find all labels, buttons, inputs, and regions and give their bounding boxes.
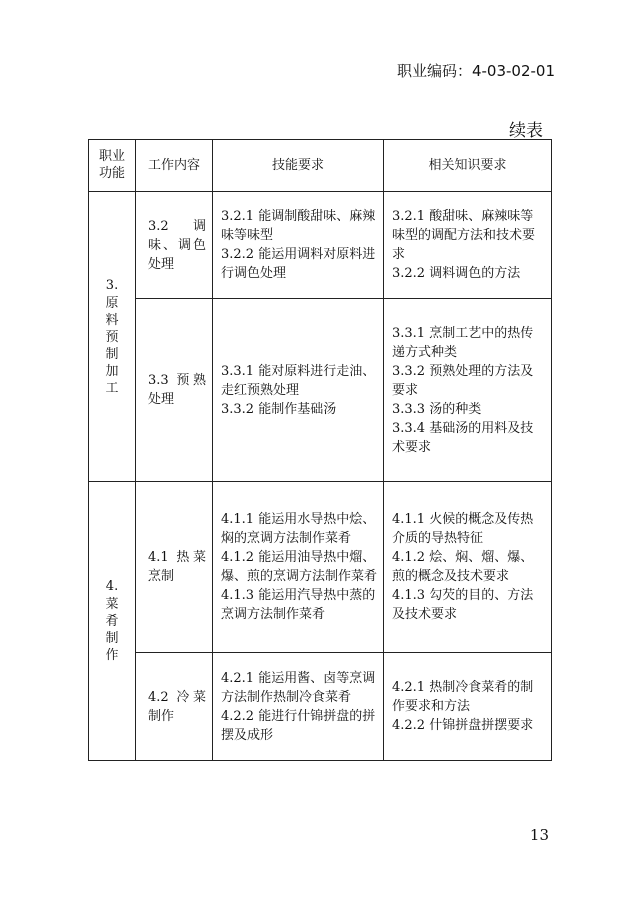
table-row [89, 299, 552, 482]
table-row [89, 482, 552, 653]
header-content: 工作内容 [136, 140, 213, 192]
skills-cell: 3.3.1 能对原料进行走油、走红预熟处理 3.3.2 能制作基础汤 [213, 299, 384, 482]
content-cell: 3.2 调味、调色处理 [136, 192, 213, 299]
knowledge-cell: 4.2.1 热制冷食菜肴的制作要求和方法 4.2.2 什锦拼盘拼摆要求 [384, 653, 552, 761]
table-row [89, 192, 552, 299]
table-row [89, 653, 552, 761]
knowledge-cell: 4.1.1 火候的概念及传热介质的导热特征 4.1.2 烩、焖、熘、爆、煎的概念及技术要求 4.1.3 勾芡的目的、方法及技术要求 [384, 482, 552, 653]
occupation-code: 职业编码：4-03-02-01 [396, 62, 555, 80]
area-number: 3. [105, 277, 119, 293]
skills-cell: 3.2.1 能调制酸甜味、麻辣味等味型 3.2.2 能运用调料对原料进行调色处理 [213, 192, 384, 299]
content-cell: 4.2 冷菜制作 [136, 653, 213, 761]
content-cell: 4.1 热菜烹制 [136, 482, 213, 653]
header-knowledge: 相关知识要求 [384, 140, 552, 192]
header-skills: 技能要求 [213, 140, 384, 192]
skills-cell: 4.2.1 能运用酱、卤等烹调方法制作热制冷食菜肴 4.2.2 能进行什锦拼盘的拼摆及成形 [213, 653, 384, 761]
table-header-row [89, 140, 552, 192]
content-cell: 3.3 预熟处理 [136, 299, 213, 482]
knowledge-cell: 3.2.1 酸甜味、麻辣味等味型的调配方法和技术要求 3.2.2 调料调色的方法 [384, 192, 552, 299]
area-number: 4. [105, 579, 119, 594]
skills-cell: 4.1.1 能运用水导热中烩、焖的烹调方法制作菜肴 4.1.2 能运用油导热中熘、爆、煎的烹调方法制作菜肴 4.1.3 能运用汽导热中蒸的烹调方法制作菜肴 [213, 482, 384, 653]
continued-label: 续表 [509, 121, 543, 141]
area-cell [89, 192, 136, 482]
area-cell [89, 482, 136, 761]
header-area: 职业功能 [89, 140, 136, 192]
page-number: 13 [529, 826, 549, 844]
knowledge-cell: 3.3.1 烹制工艺中的热传递方式种类 3.3.2 预熟处理的方法及要求 3.3.3 汤的种类 3.3.4 基础汤的用料及技术要求 [384, 299, 552, 482]
area-name: 原料预制加工 [105, 295, 119, 396]
area-name: 菜肴制作 [105, 597, 119, 663]
skills-table [88, 139, 552, 761]
